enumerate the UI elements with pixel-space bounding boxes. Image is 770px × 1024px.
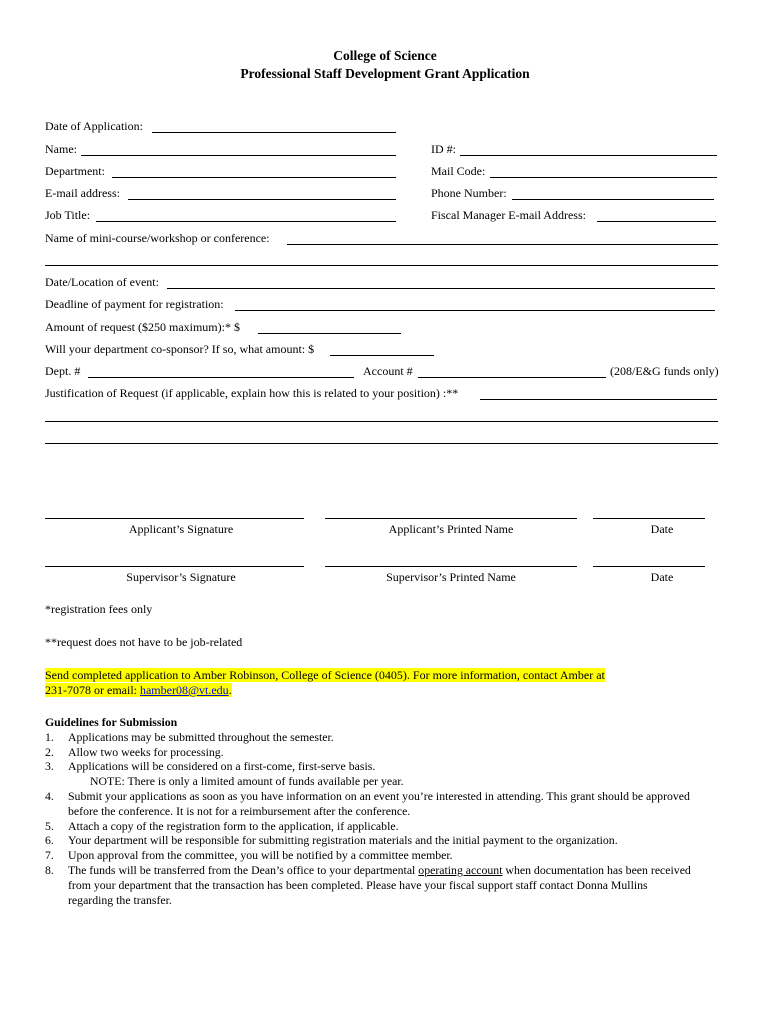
course-name-field[interactable] — [287, 244, 718, 245]
guideline-note: NOTE: There is only a limited amount of funds available per year. — [90, 774, 404, 789]
guideline-number: 4. — [45, 788, 54, 803]
guideline-item — [45, 745, 695, 760]
applicant-signature-label: Applicant’s Signature — [128, 522, 234, 536]
justification-field-line2[interactable] — [45, 421, 718, 422]
job-title-field[interactable] — [96, 221, 396, 222]
guideline-text: Upon approval from the committee, you will be notified by a committee member. — [68, 848, 453, 863]
footnote-job-related: **request does not have to be job-related — [45, 635, 243, 649]
guideline-text-continued: when documentation has been received from your department that the transaction has been completed. Please have your fiscal support staff contact Donna Mullins regarding the transfer. — [68, 862, 691, 907]
phone-field[interactable] — [512, 199, 714, 200]
job-title-label: Job Title: — [45, 208, 91, 222]
send-contact-period: . — [228, 683, 232, 697]
guideline-number: 1. — [45, 729, 54, 744]
guideline-text: The funds will be transferred from the Dean’s office to your departmental — [68, 862, 419, 877]
course-name-field-line2[interactable] — [45, 265, 718, 266]
applicant-date-label: Date — [650, 522, 674, 536]
guidelines-section — [45, 715, 695, 907]
guideline-text: Your department will be responsible for submitting registration materials and the initial payment to the organization. — [68, 833, 618, 848]
cosponsor-label: Will your department co-sponsor? If so, what amount: $ — [45, 342, 315, 356]
name-label: Name: — [45, 142, 77, 156]
deadline-field[interactable] — [235, 310, 715, 311]
applicant-signature-line[interactable] — [45, 518, 304, 519]
supervisor-date-line[interactable] — [593, 566, 705, 567]
account-number-label: Account # — [363, 364, 413, 378]
justification-field[interactable] — [480, 399, 717, 400]
supervisor-printed-name-line[interactable] — [325, 566, 577, 567]
amount-request-field[interactable] — [258, 333, 401, 334]
name-field[interactable] — [81, 155, 396, 156]
fiscal-manager-email-field[interactable] — [597, 221, 716, 222]
applicant-printed-name-label: Applicant’s Printed Name — [388, 522, 514, 536]
account-number-field[interactable] — [418, 377, 606, 378]
guidelines-heading: Guidelines for Submission — [45, 715, 178, 729]
guideline-number: 2. — [45, 744, 54, 759]
mail-code-label: Mail Code: — [431, 164, 486, 178]
amount-request-label: Amount of request ($250 maximum):* $ — [45, 320, 240, 334]
funds-note: (208/E&G funds only) — [610, 364, 719, 378]
form-subtitle: Professional Staff Development Grant Application — [240, 66, 530, 81]
department-label: Department: — [45, 164, 105, 178]
contact-email-link[interactable]: hamber08@vt.edu — [139, 683, 229, 697]
guideline-number: 5. — [45, 818, 54, 833]
guideline-text: Allow two weeks for processing. — [68, 744, 224, 759]
cosponsor-field[interactable] — [330, 355, 434, 356]
guideline-number: 6. — [45, 833, 54, 848]
supervisor-printed-name-label: Supervisor’s Printed Name — [386, 570, 516, 584]
justification-field-line3[interactable] — [45, 443, 718, 444]
email-label: E-mail address: — [45, 186, 120, 200]
id-field[interactable] — [460, 155, 717, 156]
footnote-registration-fees: *registration fees only — [45, 602, 153, 616]
guideline-item — [45, 819, 695, 834]
guideline-text: Applications will be considered on a first-come, first-serve basis. — [68, 759, 376, 774]
send-contact — [45, 683, 232, 698]
form-title: College of Science — [333, 48, 437, 63]
applicant-printed-name-line[interactable] — [325, 518, 577, 519]
guideline-text: Attach a copy of the registration form to the application, if applicable. — [68, 818, 399, 833]
send-instructions — [45, 668, 605, 683]
deadline-label: Deadline of payment for registration: — [45, 297, 224, 311]
date-location-field[interactable] — [167, 288, 715, 289]
guideline-item — [45, 789, 695, 819]
phone-label: Phone Number: — [431, 186, 507, 200]
guideline-text: Applications may be submitted throughout the semester. — [68, 729, 334, 744]
operating-account-text: operating account — [418, 862, 503, 877]
department-field[interactable] — [112, 177, 396, 178]
date-location-label: Date/Location of event: — [45, 275, 159, 289]
guideline-item — [45, 759, 695, 774]
date-of-application-field[interactable] — [152, 132, 396, 133]
send-contact-phone: 231-7078 or email: — [45, 683, 140, 697]
course-name-label: Name of mini-course/workshop or conference: — [45, 231, 270, 245]
guideline-number: 8. — [45, 862, 54, 877]
guideline-item — [45, 833, 695, 848]
guideline-item — [45, 730, 695, 745]
send-instructions-line1: Send completed application to Amber Robinson, College of Science (0405). For more information, contact Amber at — [45, 668, 605, 682]
dept-number-label: Dept. # — [45, 364, 81, 378]
supervisor-signature-line[interactable] — [45, 566, 304, 567]
mail-code-field[interactable] — [490, 177, 717, 178]
guidelines-list — [45, 730, 695, 908]
guideline-number: 3. — [45, 759, 54, 774]
id-label: ID #: — [431, 142, 456, 156]
supervisor-signature-label: Supervisor’s Signature — [126, 570, 236, 584]
supervisor-date-label: Date — [650, 570, 674, 584]
guideline-item — [45, 863, 695, 907]
justification-label: Justification of Request (if applicable, explain how this is related to your position) :** — [45, 386, 459, 400]
guideline-item — [45, 848, 695, 863]
date-of-application-label: Date of Application: — [45, 119, 143, 133]
applicant-date-line[interactable] — [593, 518, 705, 519]
guideline-number: 7. — [45, 848, 54, 863]
fiscal-manager-email-label: Fiscal Manager E-mail Address: — [431, 208, 586, 222]
guideline-text: Submit your applications as soon as you have information on an event you’re interested in attending. This grant should be approved before the conference. It is not for a reimbursement after the conference. — [68, 788, 690, 818]
email-field[interactable] — [128, 199, 396, 200]
dept-number-field[interactable] — [88, 377, 354, 378]
